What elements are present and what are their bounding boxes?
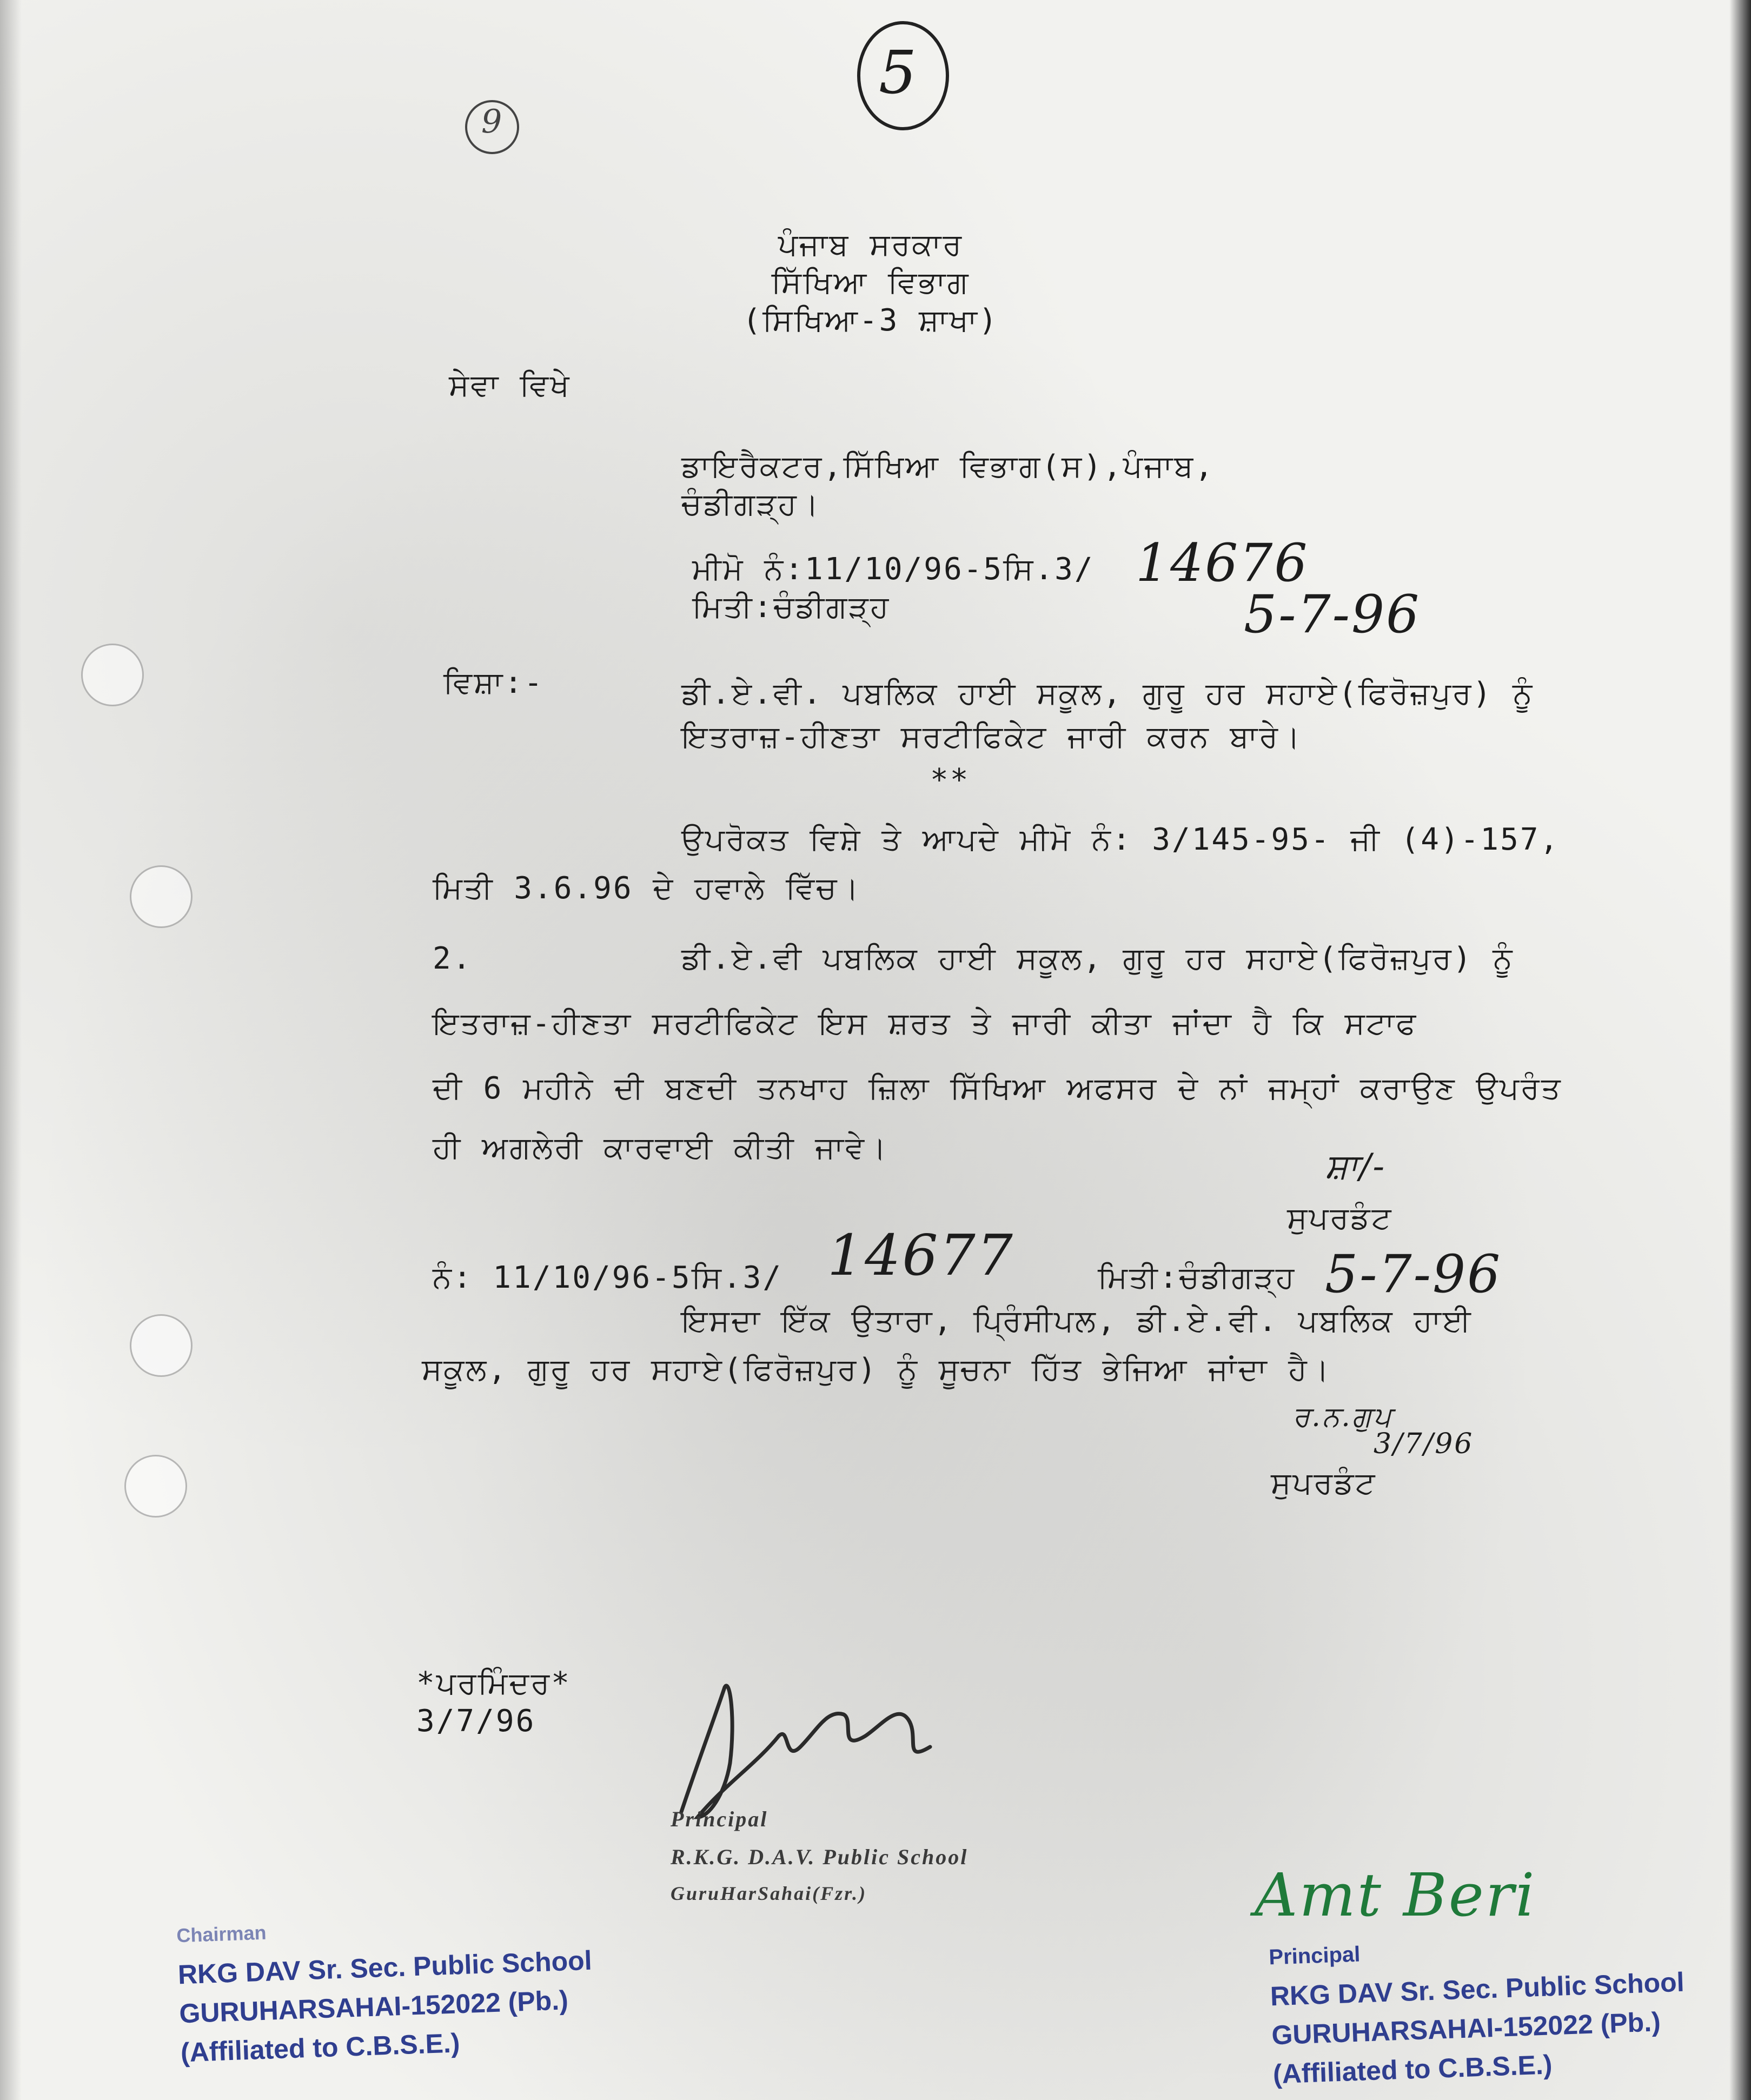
punch-hole xyxy=(124,1455,187,1518)
endorsement-number-label: ਨੰ: 11/10/96-5ਸਿ.3/ xyxy=(433,1260,783,1295)
memo-number-label: ਮੀਮੋ ਨੰ:11/10/96-5ਸਿ.3/ xyxy=(692,552,1095,587)
principal-stamp-blue-line3: (Affiliated to C.B.S.E.) xyxy=(1272,2049,1553,2090)
endorsement-date-handwritten: 5-7-96 xyxy=(1325,1244,1502,1304)
separator: ** xyxy=(930,763,970,798)
subject-line2: ਇਤਰਾਜ਼-ਹੀਣਤਾ ਸਰਟੀਫਿਕੇਟ ਜਾਰੀ ਕਰਨ ਬਾਰੇ। xyxy=(681,719,1302,754)
sign2-initials: ਰ.ਨ.ਗੁਪ xyxy=(1292,1401,1393,1433)
punch-hole xyxy=(81,644,144,706)
corner-mark: 9 xyxy=(481,103,504,141)
para2-line2: ਇਤਰਾਜ਼-ਹੀਣਤਾ ਸਰਟੀਫਿਕੇਟ ਇਸ ਸ਼ਰਤ ਤੇ ਜਾਰੀ ਕੀਤਾ ਜਾਂਦਾ ਹੈ ਕਿ ਸਟਾਫ xyxy=(433,1006,1418,1041)
typist-date: 3/7/96 xyxy=(416,1704,536,1739)
header-line3: (ਸਿਖਿਆ-3 ਸ਼ਾਖਾ) xyxy=(742,303,999,338)
addressee-line2: ਚੰਡੀਗੜ੍ਹ। xyxy=(681,487,820,522)
principal-stamp-line3: GuruHarSahai(Fzr.) xyxy=(671,1883,867,1904)
chairman-stamp-title: Chairman xyxy=(176,1921,267,1947)
principal-stamp-blue-line2: GURUHARSAHAI-152022 (Pb.) xyxy=(1271,2006,1661,2051)
punch-hole xyxy=(130,865,193,928)
principal-stamp-line2: R.K.G. D.A.V. Public School xyxy=(671,1845,969,1869)
punch-hole xyxy=(130,1314,193,1377)
endorsement-number-handwritten: 14677 xyxy=(827,1222,1014,1288)
principal-stamp-blue-title: Principal xyxy=(1268,1942,1361,1970)
para2-line3: ਦੀ 6 ਮਹੀਨੇ ਦੀ ਬਣਦੀ ਤਨਖਾਹ ਜ਼ਿਲਾ ਸਿੱਖਿਆ ਅਫਸਰ ਦੇ ਨਾਂ ਜਮ੍ਹਾਂ ਕਰਾਉਣ ਉਪਰੰਤ xyxy=(433,1071,1562,1106)
subject-line1: ਡੀ.ਏ.ਵੀ. ਪਬਲਿਕ ਹਾਈ ਸਕੂਲ, ਗੁਰੂ ਹਰ ਸਹਾਏ(ਫਿਰੋਜ਼ਪੁਰ) ਨੂੰ xyxy=(681,676,1534,711)
typist-name: *ਪਰਮਿੰਦਰ* xyxy=(416,1666,571,1701)
principal-stamp-line1: Principal xyxy=(671,1807,768,1831)
para2-line4: ਹੀ ਅਗਲੇਰੀ ਕਾਰਵਾਈ ਕੀਤੀ ਜਾਵੇ। xyxy=(433,1130,888,1165)
salutation: ਸੇਵਾ ਵਿਖੇ xyxy=(449,368,571,403)
principal-signature xyxy=(649,1655,952,1828)
sign1-title: ਸੁਪਰਡੰਟ xyxy=(1287,1201,1393,1236)
endorsement-date-label: ਮਿਤੀ:ਚੰਡੀਗੜ੍ਹ xyxy=(1098,1260,1296,1295)
sign1-initial: ਸ਼ਾ/- xyxy=(1325,1147,1387,1187)
chairman-stamp xyxy=(176,1902,595,2072)
addressee-line1: ਡਾਇਰੈਕਟਰ,ਸਿੱਖਿਆ ਵਿਭਾਗ(ਸ),ਪੰਜਾਬ, xyxy=(681,449,1215,484)
chairman-stamp-line3: (Affiliated to C.B.S.E.) xyxy=(180,2028,461,2068)
page-edge-left xyxy=(0,0,22,2100)
endorsement-line1: ਇਸਦਾ ਇੱਕ ਉਤਾਰਾ, ਪ੍ਰਿੰਸੀਪਲ, ਡੀ.ਏ.ਵੀ. ਪਬਲਿਕ ਹਾਈ xyxy=(681,1303,1473,1339)
sign2-title: ਸੁਪਰਡੰਟ xyxy=(1271,1466,1377,1501)
chairman-stamp-line2: GURUHARSAHAI-152022 (Pb.) xyxy=(178,1985,569,2029)
subject-label: ਵਿਸ਼ਾ:- xyxy=(443,665,544,700)
endorsement-line2: ਸਕੂਲ, ਗੁਰੂ ਹਰ ਸਹਾਏ(ਫਿਰੋਜ਼ਪੁਰ) ਨੂੰ ਸੂਚਨਾ ਹਿੱਤ ਭੇਜਿਆ ਜਾਂਦਾ ਹੈ। xyxy=(422,1352,1331,1387)
para1-line2: ਮਿਤੀ 3.6.96 ਦੇ ਹਵਾਲੇ ਵਿੱਚ। xyxy=(433,871,860,906)
principal-stamp-blue-line1: RKG DAV Sr. Sec. Public School xyxy=(1269,1966,1685,2012)
principal-stamp-blue xyxy=(1268,1924,1688,2094)
memo-date-label: ਮਿਤੀ:ਚੰਡੀਗੜ੍ਹ xyxy=(692,589,891,625)
header-line1: ਪੰਜਾਬ ਸਰਕਾਰ xyxy=(778,227,964,262)
page-number: 5 xyxy=(879,38,918,107)
para2-line1: ਡੀ.ਏ.ਵੀ ਪਬਲਿਕ ਹਾਈ ਸਕੂਲ, ਗੁਰੂ ਹਰ ਸਹਾਏ(ਫਿਰੋਜ਼ਪੁਰ) ਨੂੰ xyxy=(681,941,1514,976)
sign2-date: 3/7/96 xyxy=(1374,1428,1474,1460)
green-signature: Amt Beri xyxy=(1255,1860,1536,1930)
memo-date-handwritten: 5-7-96 xyxy=(1244,584,1421,645)
para2-number: 2. xyxy=(433,941,473,976)
memo-number-handwritten: 14676 xyxy=(1136,533,1309,593)
header-line2: ਸਿੱਖਿਆ ਵਿਭਾਗ xyxy=(771,265,970,300)
para1-line1: ਉਪਰੋਕਤ ਵਿਸ਼ੇ ਤੇ ਆਪਦੇ ਮੀਮੋ ਨੰ: 3/145-95- ਜੀ (4)-157, xyxy=(681,822,1560,857)
chairman-stamp-line1: RKG DAV Sr. Sec. Public School xyxy=(177,1945,593,1990)
page-edge-right xyxy=(1729,0,1751,2100)
